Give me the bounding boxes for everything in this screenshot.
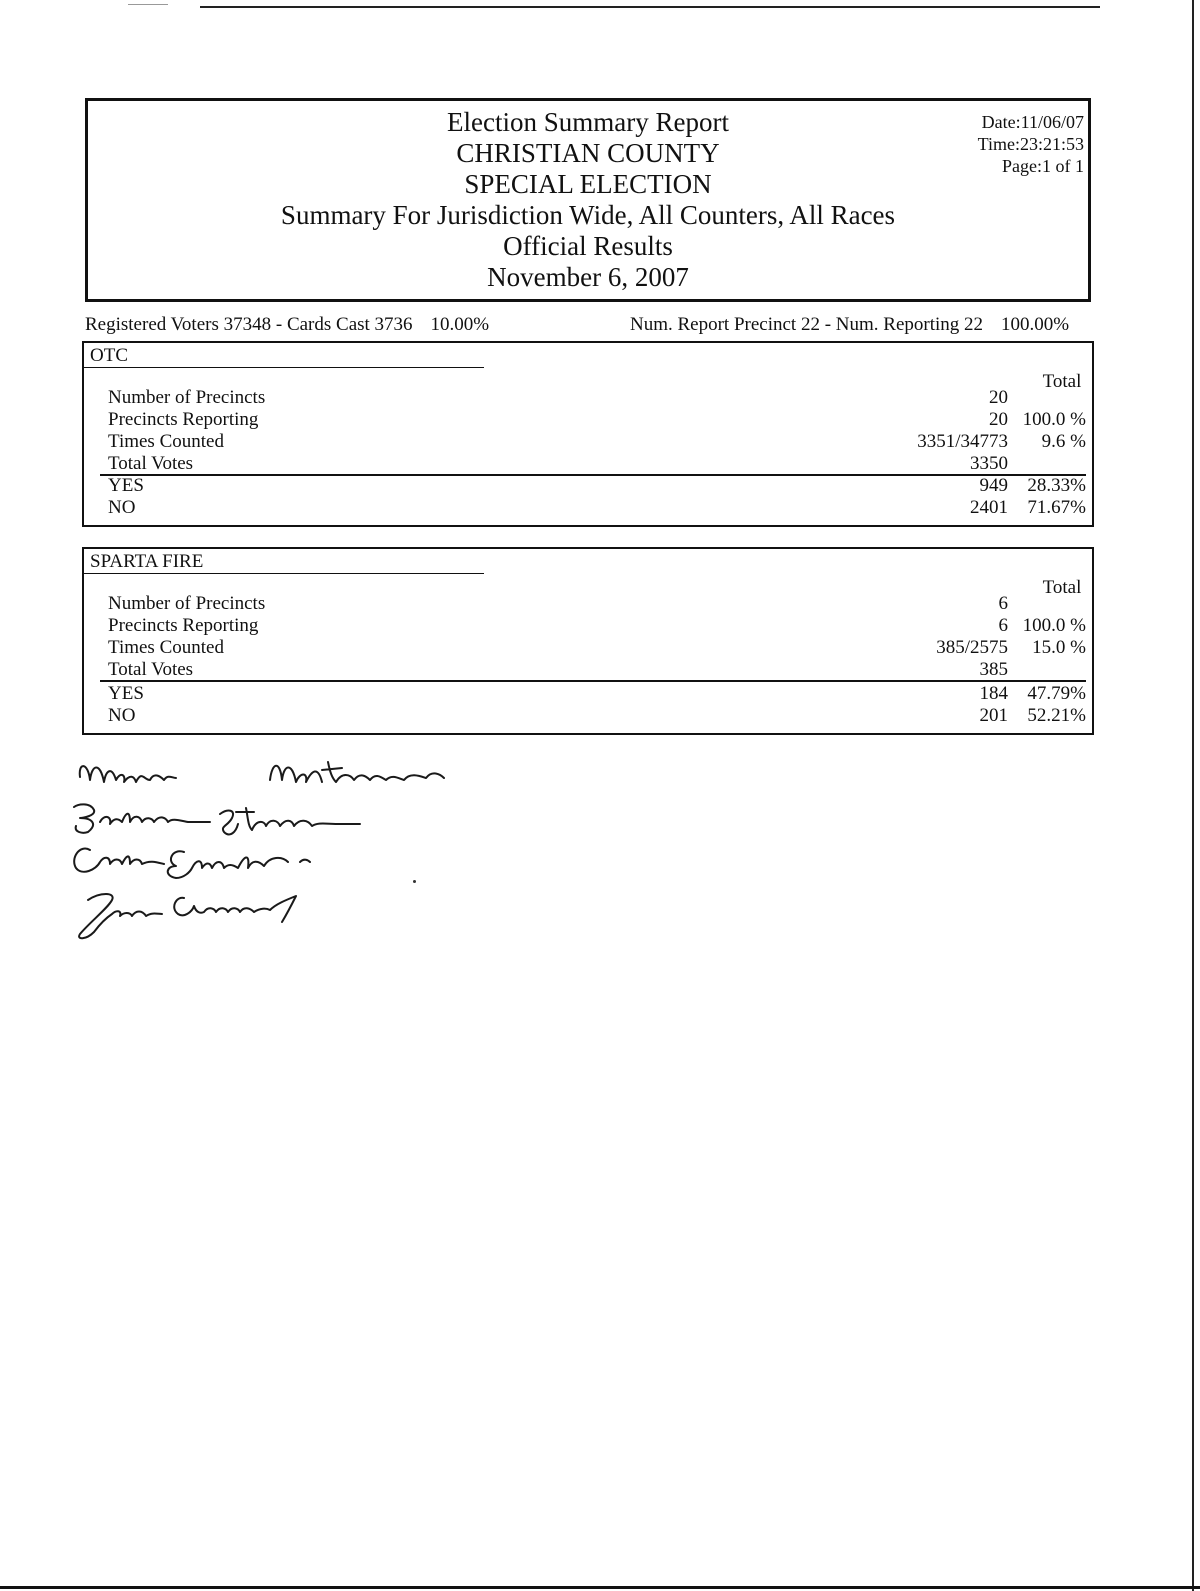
summary-scope: Summary For Jurisdiction Wide, All Counters, All Races xyxy=(280,200,896,230)
choice-row xyxy=(84,475,1092,497)
report-title: Election Summary Report xyxy=(447,107,729,137)
report-meta xyxy=(978,111,1084,177)
row-value: 385 xyxy=(979,659,1008,680)
registered-cards-text: Registered Voters 37348 - Cards Cast 3736 xyxy=(85,314,413,335)
election-name: SPECIAL ELECTION xyxy=(464,169,712,199)
signature-3 xyxy=(74,849,310,878)
scan-artifact-right-edge xyxy=(1192,0,1194,1591)
table-row xyxy=(84,409,1092,431)
signature-2 xyxy=(74,804,360,834)
choice-votes: 184 xyxy=(979,683,1008,704)
table-row xyxy=(84,431,1092,453)
row-label: Total Votes xyxy=(108,453,194,474)
signature-4 xyxy=(79,894,296,938)
row-label: Total Votes xyxy=(108,659,194,680)
row-label: Number of Precincts xyxy=(108,387,266,408)
report-page: Page:1 of 1 xyxy=(1002,156,1084,176)
row-value: 6 xyxy=(998,593,1008,614)
choice-percent: 52.21% xyxy=(1027,705,1086,726)
choice-row xyxy=(84,497,1092,519)
row-percent: 100.0 % xyxy=(1022,615,1086,636)
table-row xyxy=(84,637,1092,659)
choice-percent: 47.79% xyxy=(1027,683,1086,704)
row-label: Times Counted xyxy=(108,637,224,658)
race-sparta-fire xyxy=(82,547,1094,735)
scan-artifact-top-left xyxy=(128,4,168,5)
choice-label: YES xyxy=(108,683,144,704)
total-column-header: Total xyxy=(1042,577,1082,598)
table-row xyxy=(84,593,1092,615)
row-value: 6 xyxy=(998,615,1008,636)
row-value: 3351/34773 xyxy=(917,431,1008,452)
total-column-header: Total xyxy=(1042,371,1082,392)
race-otc xyxy=(82,341,1094,527)
choices-divider xyxy=(100,680,1086,682)
row-label: Precincts Reporting xyxy=(108,409,259,430)
scan-artifact-top-rule xyxy=(200,6,1100,8)
report-date: Date:11/06/07 xyxy=(981,112,1084,132)
choice-votes: 949 xyxy=(979,475,1008,496)
row-label: Number of Precincts xyxy=(108,593,266,614)
report-time: Time:23:21:53 xyxy=(977,134,1084,154)
table-row xyxy=(84,387,1092,409)
race-title-rule xyxy=(84,367,484,368)
voter-turnout xyxy=(85,314,489,336)
row-percent: 100.0 % xyxy=(1022,409,1086,430)
row-label: Times Counted xyxy=(108,431,224,452)
choice-label: YES xyxy=(108,475,144,496)
report-header xyxy=(85,98,1091,302)
table-row xyxy=(84,615,1092,637)
table-row xyxy=(84,453,1092,475)
turnout-percent: 10.00% xyxy=(430,314,490,335)
ink-speck xyxy=(413,880,416,883)
choice-votes: 2401 xyxy=(970,497,1008,518)
row-value: 3350 xyxy=(970,453,1008,474)
row-percent: 15.0 % xyxy=(1032,637,1086,658)
choice-votes: 201 xyxy=(979,705,1008,726)
signature-block xyxy=(60,752,520,952)
choice-percent: 71.67% xyxy=(1027,497,1086,518)
scan-artifact-bottom-edge xyxy=(0,1586,1200,1589)
row-value: 20 xyxy=(989,409,1008,430)
results-status: Official Results xyxy=(503,231,673,261)
table-row xyxy=(84,659,1092,681)
race-title-rule xyxy=(84,573,484,574)
row-label: Precincts Reporting xyxy=(108,615,259,636)
precincts-percent: 100.00% xyxy=(1001,314,1070,335)
header-titles xyxy=(88,107,1088,293)
county-name: CHRISTIAN COUNTY xyxy=(456,138,720,168)
election-date: November 6, 2007 xyxy=(487,262,689,292)
precinct-reporting xyxy=(630,314,1069,336)
choice-label: NO xyxy=(108,705,136,726)
choice-row xyxy=(84,705,1092,727)
race-title: SPARTA FIRE xyxy=(90,551,204,572)
race-title: OTC xyxy=(90,345,128,366)
choice-label: NO xyxy=(108,497,136,518)
choice-percent: 28.33% xyxy=(1027,475,1086,496)
row-value: 20 xyxy=(989,387,1008,408)
row-percent: 9.6 % xyxy=(1041,431,1086,452)
row-value: 385/2575 xyxy=(936,637,1008,658)
precincts-text: Num. Report Precinct 22 - Num. Reporting 22 xyxy=(630,314,984,335)
choice-row xyxy=(84,683,1092,705)
signature-1 xyxy=(80,762,444,782)
handwritten-signatures xyxy=(60,752,520,952)
